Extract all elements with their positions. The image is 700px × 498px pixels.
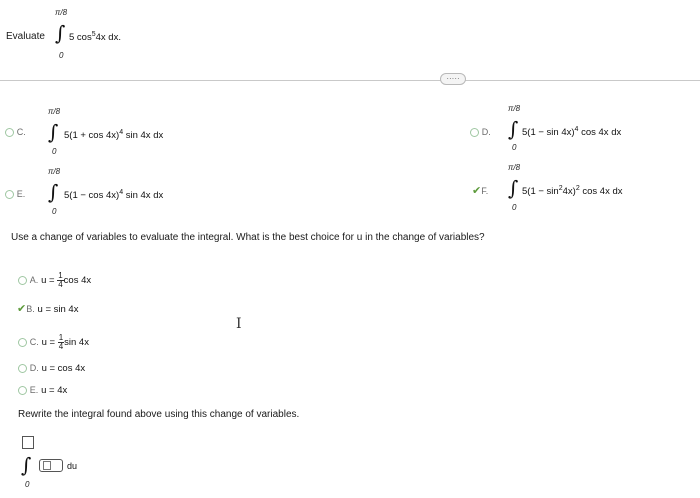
radio-d[interactable] — [470, 128, 479, 137]
integral-sign-icon: ∫ — [21, 453, 32, 477]
upper-limit: π/8 — [48, 167, 61, 176]
option-f[interactable]: ✔F. — [472, 185, 489, 197]
u-choice-d[interactable]: D. u = cos 4x — [18, 363, 85, 374]
integral-sign-icon: ∫ — [48, 180, 59, 204]
radio-u-d[interactable] — [18, 364, 27, 373]
rewrite-prompt: Rewrite the integral found above using this change of variables. — [18, 409, 300, 420]
radio-c[interactable] — [5, 128, 14, 137]
fraction: $\frac{1}{4}$ — [58, 333, 64, 351]
radio-u-c[interactable] — [18, 338, 27, 347]
radio-u-e[interactable] — [18, 386, 27, 395]
option-c-expression: $5(1 + \cos 4x)^4$ sin 4x dx — [64, 129, 164, 142]
lower-limit: 0 — [512, 203, 517, 212]
checkmark-icon: ✔ — [472, 185, 482, 197]
lower-limit: 0 — [52, 147, 57, 156]
option-c[interactable]: C. — [5, 127, 26, 138]
evaluate-label: Evaluate — [6, 31, 45, 42]
u-choice-e[interactable]: E. u = 4x — [18, 385, 67, 396]
integrand-input-cursor-box — [43, 461, 51, 470]
lower-limit: 0 — [52, 207, 57, 216]
upper-limit: π/8 — [508, 163, 521, 172]
section-divider — [0, 80, 700, 81]
option-f-expression: $5(1 - \sin^24x)^2$ cos 4x dx — [522, 185, 623, 198]
text-cursor-icon: I — [236, 316, 242, 332]
du-label: du — [67, 461, 78, 471]
lower-limit: 0 — [59, 51, 64, 60]
radio-e[interactable] — [5, 190, 14, 199]
integral-sign-icon: ∫ — [48, 120, 59, 144]
lower-limit: 0 — [25, 480, 30, 489]
integral-sign-icon: ∫ — [55, 21, 66, 45]
u-choice-b[interactable]: ✔B. u = sin 4x — [17, 303, 79, 315]
radio-u-a[interactable] — [18, 276, 27, 285]
u-choice-a[interactable]: A. u = $\frac{1}{4}$ cos 4x — [18, 272, 91, 289]
fraction: $\frac{1}{4}$ — [58, 271, 63, 289]
u-choice-c[interactable]: C. u = $\frac{1}{4}$ sin 4x — [18, 334, 89, 351]
checkmark-icon: ✔ — [17, 303, 27, 315]
upper-limit: π/8 — [508, 104, 521, 113]
upper-limit: π/8 — [55, 8, 68, 17]
option-d-expression: $5(1 - \sin 4x)^4$ cos 4x dx — [522, 126, 622, 139]
integral-sign-icon: ∫ — [508, 117, 519, 141]
option-e[interactable]: E. — [5, 189, 25, 200]
option-d[interactable]: D. — [470, 127, 491, 138]
more-options-button[interactable]: ····· — [440, 73, 466, 85]
option-e-expression: $5(1 - \cos 4x)^4$ sin 4x dx — [64, 189, 164, 202]
question-integrand: 5 $\cos^54x$ dx. — [69, 31, 121, 44]
integral-sign-icon: ∫ — [508, 176, 519, 200]
upper-limit-input[interactable] — [22, 436, 34, 449]
change-of-variables-question: Use a change of variables to evaluate the integral. What is the best choice for u in the change of variables? — [11, 232, 485, 243]
lower-limit: 0 — [512, 143, 517, 152]
upper-limit: π/8 — [48, 107, 61, 116]
